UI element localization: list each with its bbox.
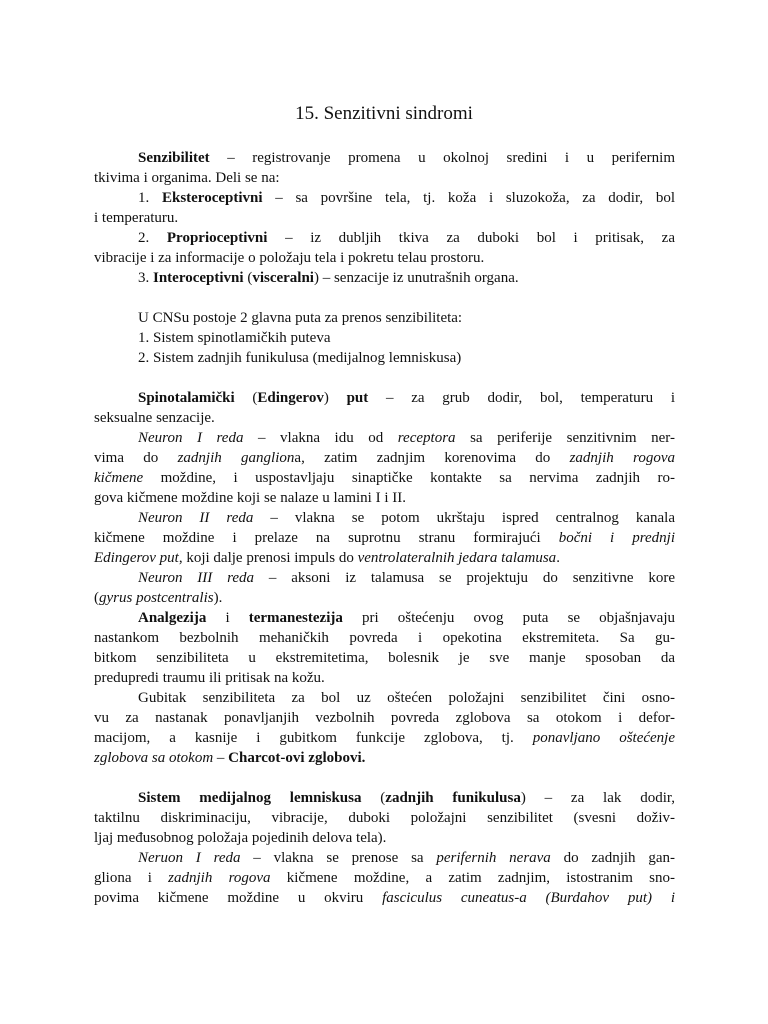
list-item: 2. Proprioceptivni – iz dubljih tkiva za duboki bol i pritisak, za (138, 230, 675, 246)
text-line: Edingerov put, koji dalje prenosi impuls do ventrolateralnih jedara talamusa. (94, 550, 560, 566)
section-heading-lemniskus: Sistem medijalnog lemniskusa (zadnjih funikulusa) – za lak dodir, (138, 790, 675, 806)
text-line: Neuron III reda – aksoni iz talamusa se projektuju do senzitivne kore (138, 570, 675, 586)
list-item: 1. Eksteroceptivni – sa površine tela, tj. koža i sluzokoža, za dodir, bol (138, 190, 675, 206)
text-line: povima kičmene moždine u okviru fasciculus cuneatus-a (Burdahov put) i (94, 890, 675, 906)
term-proprioceptivni: Proprioceptivni (166, 230, 268, 246)
definition-line: tkivima i organima. Deli se na: (94, 170, 280, 186)
term-interoceptivni: Interoceptivni (153, 270, 244, 286)
text-line: zglobova sa otokom – Charcot-ovi zglobovi. (94, 750, 366, 766)
section-heading-spinotalamicki: Spinotalamički (Edingerov) put – za grub dodir, bol, temperaturu i (138, 390, 675, 406)
text-line: nastankom bezbolnih mehaničkih povreda i opekotina ekstremiteta. Sa gu- (94, 630, 675, 646)
text-line: predupredi traumu ili pritisak na kožu. (94, 670, 325, 686)
term-eksteroceptivni: Eksteroceptivni (161, 190, 263, 206)
text-line: Analgezija i termanestezija pri oštećenju ovog puta se objašnjavaju (138, 610, 675, 626)
list-item: 3. Interoceptivni (visceralni) – senzacije iz unutrašnih organa. (138, 270, 519, 286)
text-line: bitkom senzibiliteta u ekstremitetima, bolesnik je sve manje sposoban da (94, 650, 675, 666)
text-line: macijom, a kasnije i gubitkom funkcije zglobova, tj. ponavljano oštećenje (94, 730, 675, 746)
text-line: gova kičmene moždine koji se nalaze u lamini I i II. (94, 490, 406, 506)
list-item-cont: i temperaturu. (94, 210, 179, 226)
term-visceralni: visceralni (252, 270, 314, 286)
list-item: 2. Sistem zadnjih funikulusa (medijalnog lemniskusa) (138, 350, 462, 366)
text-line: gliona i zadnjih rogova kičmene moždine, a zatim zadnjim, istostranim sno- (94, 870, 675, 886)
page-title: 15. Senzitivni sindromi (295, 103, 473, 124)
text-line: vu za nastanak ponavljanjih vezbolnih povreda zglobova sa otokom i defor- (94, 710, 675, 726)
text-line: Gubitak senzibiliteta za bol uz oštećen položajni senzibilitet čini osno- (138, 690, 675, 706)
text-line: taktilnu diskriminaciju, vibracije, duboki položajni senzibilitet (svesni doživ- (94, 810, 675, 826)
text-line: (gyrus postcentralis). (94, 590, 223, 606)
text-line: seksualne senzacije. (94, 410, 215, 426)
list-item-cont: vibracije i za informacije o položaju tela i pokretu telau prostoru. (94, 250, 485, 266)
definition-line: Senzibilitet – registrovanje promena u okolnoj sredini i u perifernim (138, 150, 675, 166)
text-line: ljaj međusobnog položaja pojedinih delova tela). (94, 830, 387, 846)
text-line: Neuron II reda – vlakna se potom ukrštaju ispred centralnog kanala (138, 510, 675, 526)
text-line: Neruon I reda – vlakna se prenose sa perifernih nerava do zadnjih gan- (138, 850, 675, 866)
text-line: kičmene moždine, i uspostavljaju sinaptičke kontakte sa nervima zadnjih ro- (94, 470, 675, 486)
text-line: Neuron I reda – vlakna idu od receptora sa periferije senzitivnim ner- (138, 430, 675, 446)
text-line: vima do zadnjih gangliona, zatim zadnjim korenovima do zadnjih rogova (94, 450, 675, 466)
cns-intro: U CNSu postoje 2 glavna puta za prenos senzibiliteta: (138, 310, 463, 326)
term-senzibilitet: Senzibilitet (138, 150, 210, 166)
text-line: kičmene moždine i prelaze na suprotnu stranu formirajući bočni i prednji (94, 530, 675, 546)
list-item: 1. Sistem spinotlamičkih puteva (138, 330, 331, 346)
